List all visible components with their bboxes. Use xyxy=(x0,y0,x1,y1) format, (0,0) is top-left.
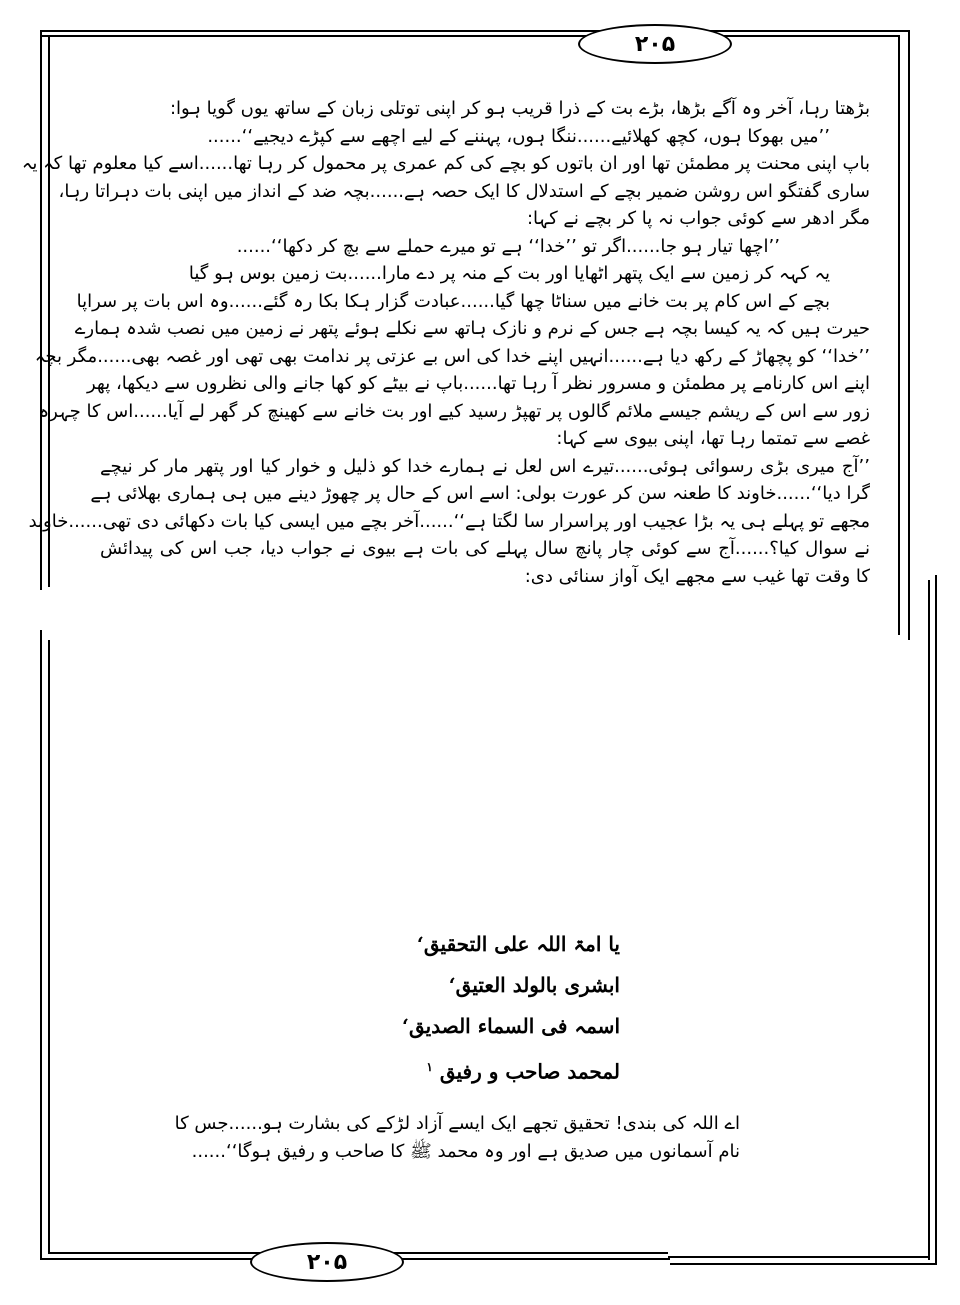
text-line: اپنے اس کارنامے پر مطمئن و مسرور نظر آ رہا تھا......باپ نے بیٹے کو کھا جانے والی نظروں سے دیکھا، پھر xyxy=(87,373,870,394)
text-line: مجھے تو پہلے ہی یہ بڑا عجیب اور پراسرار سا لگتا ہے‘‘......آخر بچے میں ایسی کیا بات دکھائی دی تھی......خاوند xyxy=(28,510,870,532)
text-line: گرا دیا‘‘......خاوند کا طعنہ سن کر عورت بولی: اسے اس کے حال پر چھوڑ دینے میں ہی ہماری بھلائی ہے xyxy=(90,483,870,504)
frame-border xyxy=(928,580,930,1260)
frame-border xyxy=(898,35,900,635)
frame-border xyxy=(935,575,937,1265)
page-number-top xyxy=(578,24,732,64)
verse-line-text: لمحمد صاحب و رفیق xyxy=(439,1059,620,1084)
text-line: ’’آج میری بڑی رسوائی ہوئی......تیرے اس لعل نے ہمارے خدا کو ذلیل و خوار کیا اور پتھر مار کر نیچے xyxy=(100,455,870,477)
frame-border xyxy=(670,1263,937,1265)
text-line: باپ اپنی محنت پر مطمئن تھا اور ان باتوں کو بچے کی کم عمری پر محمول کر رہا تھا......اسے کیا معلوم تھا کہ یہ xyxy=(21,153,870,174)
frame-border xyxy=(40,30,910,32)
text-line: اے اللہ کی بندی! تحقیق تجھے ایک ایسے آزاد لڑکے کی بشارت ہو......جس کا xyxy=(174,1113,740,1134)
frame-border xyxy=(40,35,900,37)
frame-border xyxy=(40,30,42,590)
text-line: بڑھتا رہا، آخر وہ آگے بڑھا، بڑے بت کے ذرا قریب ہو کر اپنی توتلی زبان کے ساتھ یوں گویا ہوا: xyxy=(169,98,870,119)
body-text xyxy=(21,95,870,590)
text-line: ’’خدا‘‘ کو پچھاڑ کے رکھ دیا ہے......انہیں اپنے خدا کی اس بے عزتی پر ندامت بھی تھی اور غصہ بھی......مگر بچہ xyxy=(34,345,870,367)
verse-line xyxy=(420,1047,620,1088)
verse-line: اسمہ فی السماء الصدیق‘ xyxy=(402,1014,620,1038)
text-line: یہ کہہ کر زمین سے ایک پتھر اٹھایا اور بت کے منہ پر دے مارا......بت زمین بوس ہو گیا xyxy=(188,263,830,284)
frame-border xyxy=(40,630,42,1260)
text-line: ’’میں بھوکا ہوں، کچھ کھلائیے......ننگا ہوں، پہننے کے لیے اچھے سے کپڑے دیجیے‘‘...... xyxy=(207,125,830,147)
text-line: مگر ادھر سے کوئی جواب نہ پا کر بچے نے کہا: xyxy=(526,208,870,229)
page-number-bottom-text: ۲۰۵ xyxy=(306,1249,348,1275)
text-line: بچے کے اس کام پر بت خانے میں سناٹا چھا گیا......عبادت گزار ہکا بکا رہ گئے......وہ اس بات پر سراپا xyxy=(76,290,830,312)
frame-border xyxy=(48,640,50,1254)
footnote-mark: ۱ xyxy=(426,1060,433,1074)
frame-border xyxy=(668,1256,930,1258)
text-line: ساری گفتگو اس روشن ضمیر بچے کے استدلال کا ایک حصہ ہے......بچہ ضد کے انداز میں اپنی بات دہراتا رہا، xyxy=(58,180,870,202)
text-line: غصے سے تمتما رہا تھا، اپنی بیوی سے کہا: xyxy=(556,428,870,449)
verse-line: یا امۃ اللہ علی التحقیق‘ xyxy=(416,932,620,956)
frame-border xyxy=(908,30,910,640)
text-line: ’’اچھا تیار ہو جا......اگر تو ’’خدا‘‘ ہے تو میرے حملے سے بچ کر دکھا‘‘...... xyxy=(236,235,780,257)
page-number-top-text: ۲۰۵ xyxy=(634,31,676,57)
page-number-bottom xyxy=(250,1242,404,1282)
text-line: کا وقت تھا غیب سے مجھے ایک آواز سنائی دی: xyxy=(524,565,870,587)
frame-border xyxy=(48,35,50,587)
translation-text xyxy=(174,1110,740,1166)
verse-line: ابشری بالولد العتیق‘ xyxy=(448,973,620,997)
text-line: حیرت ہیں کہ یہ کیسا بچہ ہے جس کے نرم و نازک ہاتھ سے نکلے ہوئے پتھر نے زمین میں نصب شدہ ہمارے xyxy=(74,318,870,339)
arabic-verse xyxy=(402,924,620,1088)
text-line: زور سے اس کے ریشم جیسے ملائم گالوں پر تھپڑ رسید کیے اور بت خانے سے کھینچ کر گھر لے آیا......اس کا چہرہ xyxy=(38,400,870,422)
text-line: نے سوال کیا؟......آج سے کوئی چار پانچ سال پہلے کی بات ہے بیوی نے جواب دیا، جب اس کی پیدائش xyxy=(100,538,870,559)
text-line: نام آسمانوں میں صدیق ہے اور وہ محمد ﷺ کا صاحب و رفیق ہوگا‘‘...... xyxy=(191,1141,740,1162)
